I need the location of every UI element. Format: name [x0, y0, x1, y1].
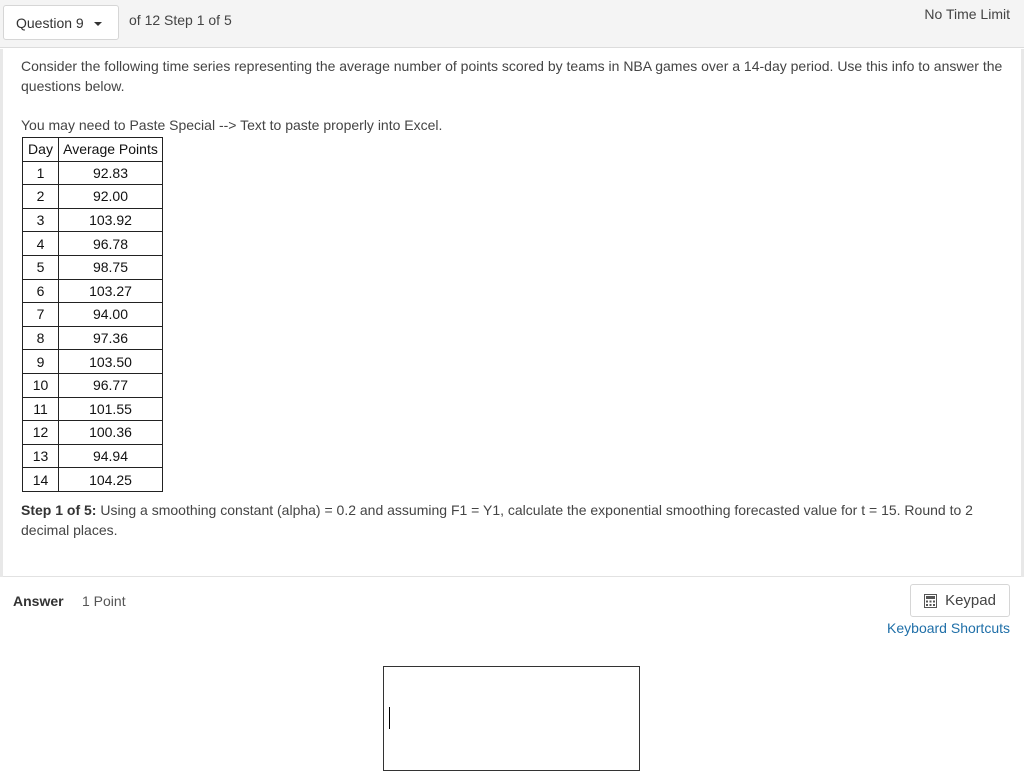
table-row: [23, 468, 163, 492]
table-row: [23, 185, 163, 209]
question-selector-label: Question 9: [16, 14, 84, 31]
cell-day: 12: [23, 421, 59, 445]
table-row: [23, 255, 163, 279]
step-label: Step 1 of 5:: [21, 502, 97, 518]
text-cursor: [389, 707, 390, 729]
cell-average-points: 103.92: [59, 208, 163, 232]
table-row: [23, 421, 163, 445]
cell-average-points: 96.78: [59, 232, 163, 256]
keypad-button[interactable]: [910, 584, 1010, 617]
step-instruction: [21, 500, 981, 540]
table-row: [23, 326, 163, 350]
keyboard-shortcuts-link[interactable]: Keyboard Shortcuts: [887, 620, 1010, 636]
table-row: [23, 373, 163, 397]
question-content: [0, 49, 1024, 577]
answer-label: Answer: [13, 593, 64, 609]
cell-average-points: 104.25: [59, 468, 163, 492]
cell-average-points: 97.36: [59, 326, 163, 350]
data-table: [22, 137, 163, 492]
cell-day: 9: [23, 350, 59, 374]
question-selector-dropdown[interactable]: [3, 5, 119, 40]
column-header-day: Day: [23, 138, 59, 162]
cell-average-points: 103.50: [59, 350, 163, 374]
table-header-row: [23, 138, 163, 162]
keypad-label: Keypad: [945, 592, 996, 609]
table-row: [23, 350, 163, 374]
cell-average-points: 94.94: [59, 444, 163, 468]
answer-input[interactable]: [383, 666, 640, 771]
question-prompt: Consider the following time series representing the average number of points scored by teams in NBA games over a 14-day period. Use this info to answer the questions below.: [21, 58, 1003, 94]
section-divider: [3, 576, 1021, 577]
cell-average-points: 94.00: [59, 303, 163, 327]
cell-average-points: 92.83: [59, 161, 163, 185]
top-bar: [0, 0, 1024, 48]
cell-day: 14: [23, 468, 59, 492]
cell-day: 2: [23, 185, 59, 209]
table-row: [23, 279, 163, 303]
cell-average-points: 103.27: [59, 279, 163, 303]
cell-day: 13: [23, 444, 59, 468]
cell-day: 8: [23, 326, 59, 350]
table-row: [23, 161, 163, 185]
table-row: [23, 444, 163, 468]
cell-day: 6: [23, 279, 59, 303]
cell-day: 10: [23, 373, 59, 397]
cell-average-points: 101.55: [59, 397, 163, 421]
cell-day: 5: [23, 255, 59, 279]
column-header-average-points: Average Points: [59, 138, 163, 162]
points-label: 1 Point: [82, 593, 126, 609]
time-limit-text: No Time Limit: [924, 6, 1010, 22]
cell-average-points: 92.00: [59, 185, 163, 209]
calculator-icon: [924, 594, 937, 608]
cell-day: 11: [23, 397, 59, 421]
cell-average-points: 96.77: [59, 373, 163, 397]
table-row: [23, 232, 163, 256]
paste-note: You may need to Paste Special --> Text to paste properly into Excel.: [21, 117, 443, 133]
progress-text: of 12 Step 1 of 5: [129, 12, 232, 28]
cell-day: 4: [23, 232, 59, 256]
cell-day: 3: [23, 208, 59, 232]
table-row: [23, 208, 163, 232]
cell-average-points: 98.75: [59, 255, 163, 279]
table-row: [23, 303, 163, 327]
cell-day: 1: [23, 161, 59, 185]
cell-day: 7: [23, 303, 59, 327]
caret-down-icon: [94, 22, 102, 26]
cell-average-points: 100.36: [59, 421, 163, 445]
table-row: [23, 397, 163, 421]
step-text: Using a smoothing constant (alpha) = 0.2 and assuming F1 = Y1, calculate the exponential smoothing forecasted value for t = 15. Round to 2 decimal places.: [21, 502, 973, 538]
